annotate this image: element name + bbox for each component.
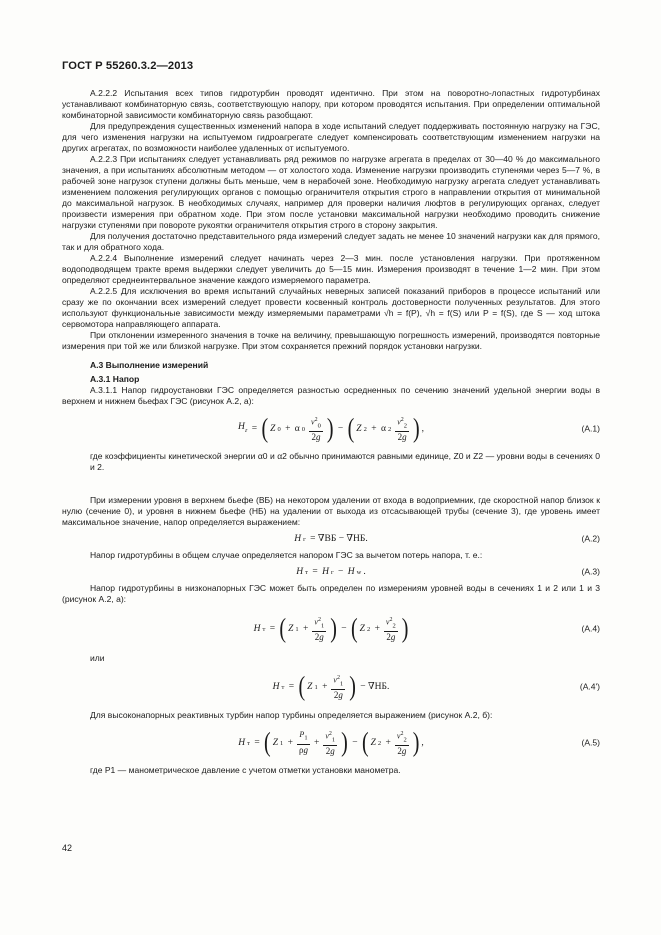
page-number: 42 — [62, 843, 73, 853]
equation-a1 — [62, 407, 600, 451]
equation-number: (A.1) — [581, 423, 600, 434]
document-header: ГОСТ Р 55260.3.2—2013 — [62, 60, 194, 72]
equation-a2-formula: H г = ∇ВБ − ∇НБ. — [294, 533, 368, 544]
paragraph: Для предупреждения существенных изменений напора в ходе испытаний следует поддерживать постоянную нагрузку на ГЭС, для чего изменения нагрузки на испытуемом гидроагрегате следует компенсировать соответствующим изменением нагрузки на других агрегатах, по возможности наиболее удаленных от испытуемого. — [62, 121, 600, 153]
equation-number: (A.2) — [581, 533, 600, 544]
paragraph: Напор гидротурбины в низконапорных ГЭС может быть определен по измерениям уровней воды в сечениях 1 и 2 или 1 и 3 (рисунок A.2, а): — [62, 583, 600, 604]
paragraph: где коэффициенты кинетической энергии α0 и α2 обычно принимаются равными единице, Z0 и Z2 — уровни воды в сечениях 0 и 2. — [90, 451, 600, 472]
section-heading: A.3 Выполнение измерений — [90, 360, 209, 370]
equation-a4-prime — [62, 664, 600, 710]
equation-a3 — [62, 561, 600, 583]
equation-a2 — [62, 528, 600, 550]
subsection-heading: A.3.1 Напор — [90, 374, 140, 384]
equation-a5 — [62, 721, 600, 765]
equation-a5-formula: H т = ( Z 1 + $\frac{P_1}{\rho g}$ + $\frac{v^2_1}{2g}$ ) − ( Z 2 + $\frac{v^2_2}{2g}$ ) , — [238, 728, 424, 758]
paragraph: A.2.2.2 Испытания всех типов гидротурбин проводят идентично. При этом на поворотно-лопастных гидротурбинах устанавливают комбинаторную связь, соответствующую напору, при котором проводятся испытания. При определении оптимальной комбинаторной зависимости комбинаторную связь разобщают. — [62, 88, 600, 120]
paragraph: A.2.2.4 Выполнение измерений следует начинать через 2—3 мин. после установления нагрузки. При протяженном водоподводящем тракте время выдержки следует увеличить до 5—15 мин. Измерения производят в течение 1—2 мин. При этом определяют среднеинтервальное значение каждого измеряемого параметра. — [62, 253, 600, 285]
equation-number: (A.4) — [581, 623, 600, 634]
paragraph: Для высоконапорных реактивных турбин напор турбины определяется выражением (рисунок A.2, б): — [90, 710, 493, 720]
paragraph: Для получения достаточно представительного ряда измерений следует задать не менее 10 значений нагрузки как для прямого, так и для обратного хода. — [62, 231, 600, 252]
paragraph: где P1 — манометрическое давление с учетом отметки установки манометра. — [90, 765, 401, 775]
document-body — [62, 88, 600, 776]
document-page — [62, 0, 600, 935]
paragraph: A.2.2.3 При испытаниях следует устанавливать ряд режимов по нагрузке агрегата в пределах от 30—40 % до максимального значения, а при испытаниях абсолютным методом — от холостого хода. Изменение нагрузки производить ступенями через 5—7 %, в рабочей зоне нагрузок ступени должны быть меньше, чем в нерабочей зоне. Необходимую нагрузку агрегата следует устанавливать изменением положения регулирующих органов с помощью ограничителя открытия строго в направлении открытия от минимальной до максимальной нагрузок. В необходимых случаях, например для проверки наличия люфтов в регулирующих органах, следует произвести измерения при обратном ходе. При этом после установки максимальной нагрузки необходимо проводить снижение нагрузки ступенями при повороте рукоятки ограничителя открытия строго в сторону закрытия. — [62, 154, 600, 230]
equation-a3-formula: H т = H г − H w . — [296, 566, 366, 577]
paragraph: или — [90, 653, 105, 663]
paragraph: Напор гидротурбины в общем случае определяется напором ГЭС за вычетом потерь напора, т. е.: — [90, 550, 483, 560]
paragraph: A.3.1.1 Напор гидроустановки ГЭС определяется разностью осредненных по сечению значений удельной энергии воды в верхнем и нижнем бьефах ГЭС (рисунок A.2, а): — [62, 385, 600, 406]
paragraph: A.2.2.5 Для исключения во время испытаний случайных неверных записей показаний приборов в процессе испытаний или сразу же по окончании всех измерений следует провести косвенный контроль достоверности полученных результатов. Для этого используют функциональные зависимости между измеряемыми параметрами √h = f(P), √h = f(S) или P = f(S), где S — ход штока сервомотора направляющего аппарата. — [62, 286, 600, 329]
equation-number: (A.4') — [579, 681, 600, 692]
equation-a4-prime-formula: H т = ( Z 1 + $\frac{v^2_1}{2g}$ ) − ∇НБ. — [272, 672, 390, 702]
equation-number: (A.5) — [581, 737, 600, 748]
equation-a4 — [62, 605, 600, 653]
equation-a4-formula: H т = ( Z 1 + $\frac{v^2_1}{2g}$ ) − ( Z 2 + $\frac{v^2_2}{2g}$ ) — [253, 614, 409, 644]
paragraph: При измерении уровня в верхнем бьефе (ВБ) на некотором удалении от входа в водоприемник, где скоростной напор близок к нулю (сечение 0), и уровня в нижнем бьефе (НБ) на удалении от выхода из отсасывающей трубы (сечение 3), где уровень имеет максимальное значение, напор определяется выражением: — [62, 495, 600, 527]
paragraph: При отклонении измеренного значения в точке на величину, превышающую погрешность измерений, производятся повторные измерения при той же или близкой нагрузке. При этом сохраняется прежний порядок установки нагрузки. — [62, 330, 600, 351]
equation-a1-formula: $H_г$ = ( Z 0 + α 0 $\frac{v^2_0}{2g}$ ) − ( Z 2 + α 2 $\frac{v^2_2}{2g}$ ) , — [237, 414, 425, 444]
equation-number: (A.3) — [581, 566, 600, 577]
